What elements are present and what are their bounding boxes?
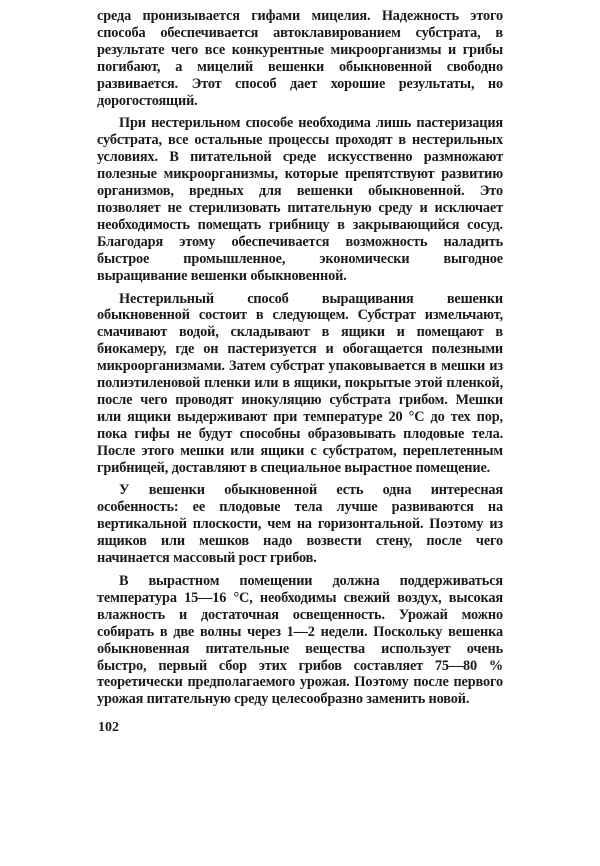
paragraph-2 bbox=[97, 115, 503, 284]
paragraph-5: В вырастном помещении должна поддерживаться температура 15—16 °С, необходимы свежий воздух, высокая влажность и достаточная освещенность. Урожай можно собирать в две волны через 1—2 недели. Поскольку вешенка обыкновенная питательные вещества использует очень быстро, первый сбор этих грибов составляет 75—80 % теоретически предполагаемого урожая. Поэтому после первого урожая питательную среду целесообразно заменить новой. bbox=[97, 573, 503, 708]
paragraph-3: Нестерильный способ выращивания вешенки обыкновенной состоит в следующем. Субстрат измельчают, смачивают водой, складывают в ящики и помещают в биокамеру, где он пастеризуется и обогащается полезными микроорганизмами. Затем субстрат упаковывается в мешки из полиэтиленовой пленки или в ящики, покрытые этой пленкой, после чего проводят инокуляцию субстрата грибом. Мешки или ящики выдерживают при температуре 20 °С до тех пор, пока гифы не будут способны образовывать плодовые тела. После этого мешки или ящики с субстратом, переплетенным грибницей, доставляют в специальное вырастное помещение. bbox=[97, 290, 503, 476]
paragraph-4: У вешенки обыкновенной есть одна интересная особенность: ее плодовые тела лучше развиваются на вертикальной плоскости, чем на горизонтальной. Поэтому из ящиков или мешков надо возвести стену, после чего начинается массовый рост грибов. bbox=[97, 482, 503, 567]
paragraph-1: среда пронизывается гифами мицелия. Надежность этого способа обеспечивается автоклавированием субстрата, в результате чего все конкурентные микроорганизмы и грибы погибают, а мицелий вешенки обыкновенной свободно развивается. Этот способ дает хорошие результаты, но дорогостоящий. bbox=[97, 8, 503, 109]
paragraph-2-lead: При bbox=[119, 115, 152, 132]
page-number: 102 bbox=[98, 720, 119, 735]
page-body bbox=[97, 8, 503, 708]
paragraph-2-emphasis: нестерильном способе bbox=[151, 115, 294, 132]
paragraph-2-text: необходима лишь пастеризация субстрата, все остальные процессы проходят в нестерильных условиях. В питательной среде искусственно размножают полезные микроорганизмы, которые препятствуют развитию организмов, вредных для вешенки обыкновенной. Это позволяет не стерилизовать питательную среду и исключает необходимость помещать грибницу в закрывающийся сосуд. Благодаря этому обеспечивается возможность наладить быстрое промышленное, экономически выгодное выращивание вешенки обыкновенной. bbox=[97, 115, 503, 284]
